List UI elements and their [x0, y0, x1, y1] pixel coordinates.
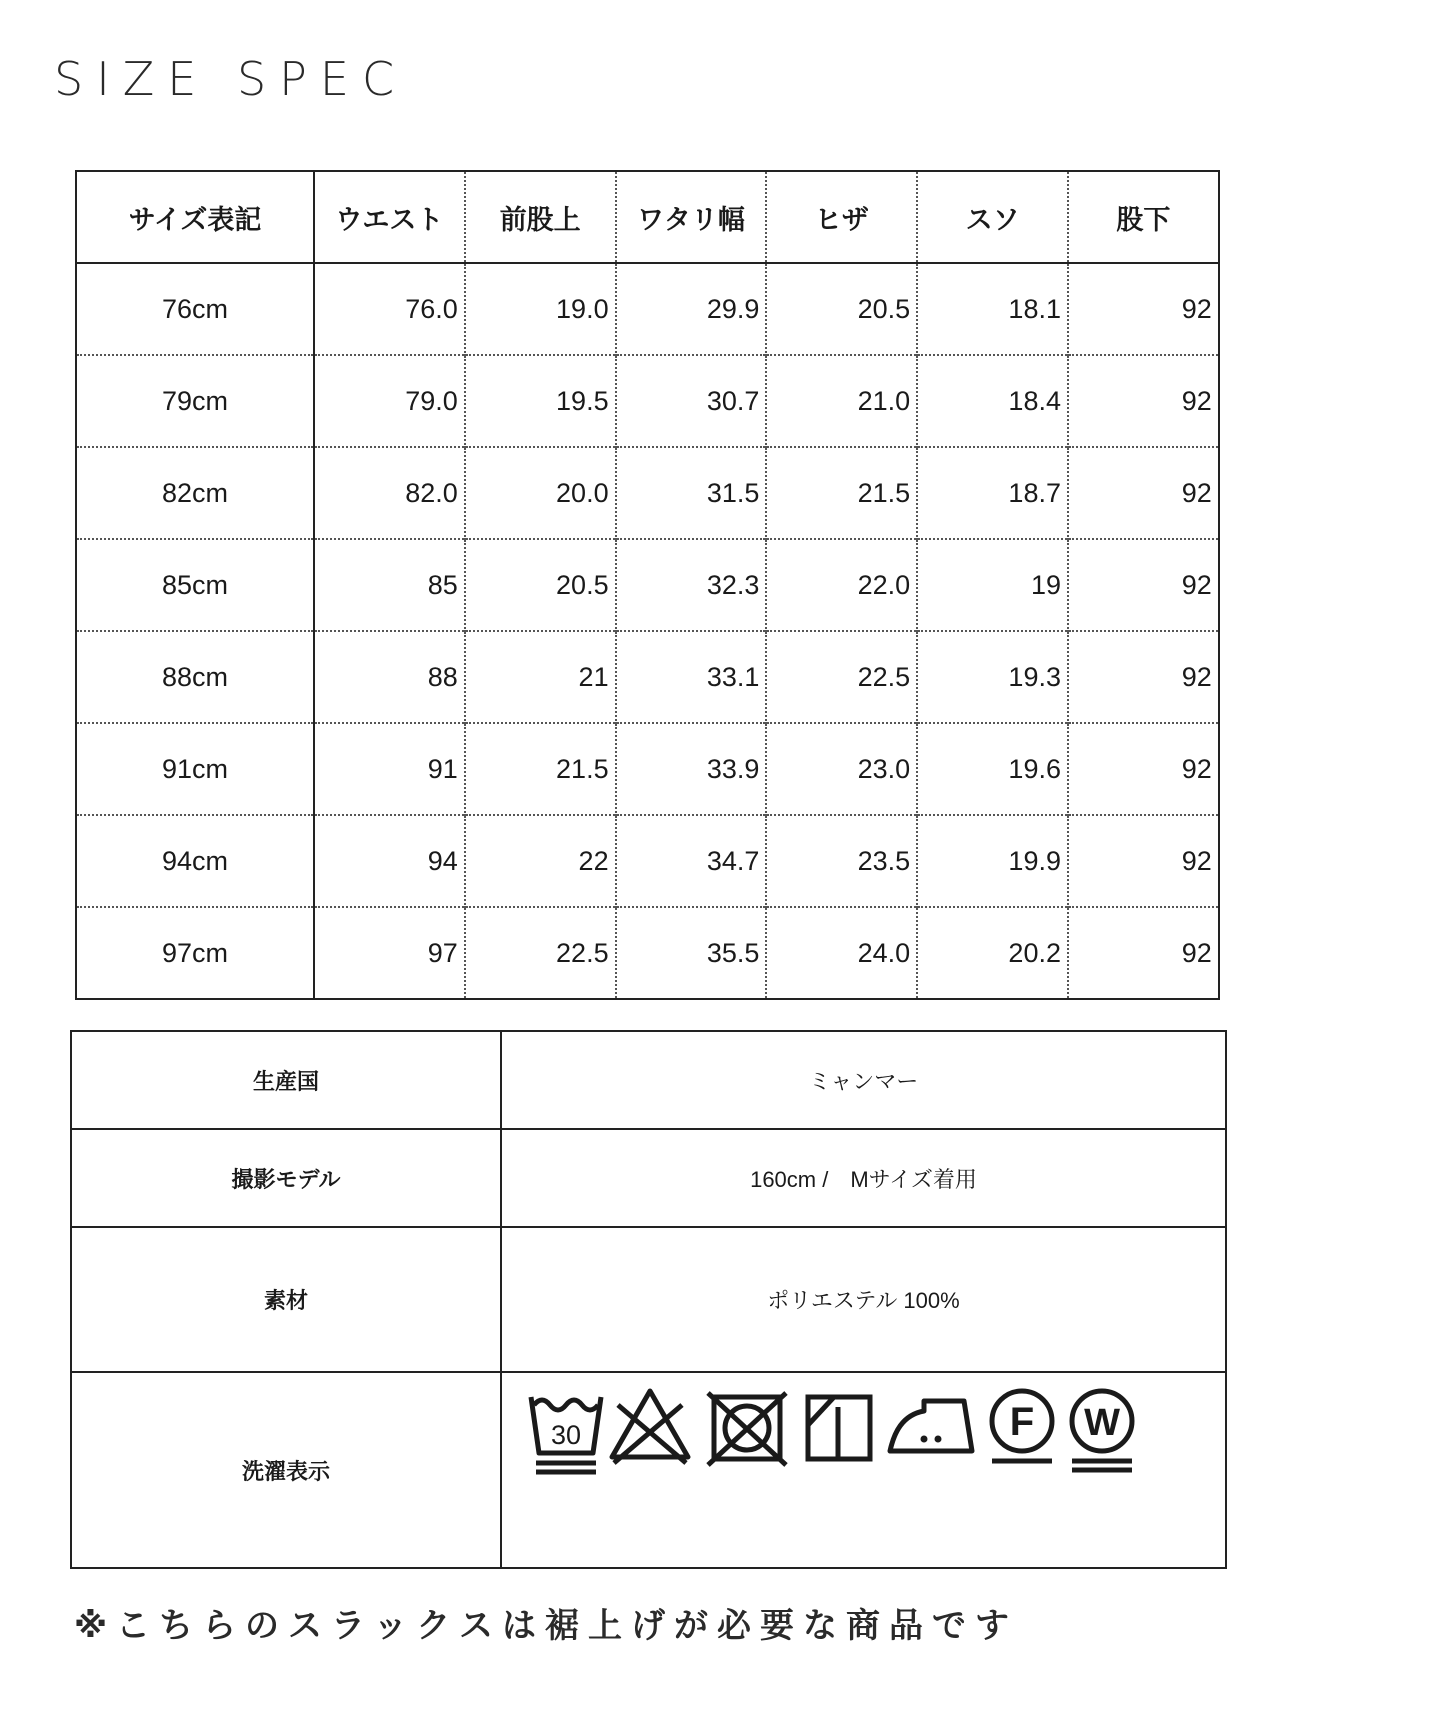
measurement-cell: 24.0: [766, 907, 917, 999]
measurement-cell: 22.0: [766, 539, 917, 631]
measurement-cell: 19.5: [465, 355, 616, 447]
care-symbols-cell: [501, 1372, 1226, 1568]
size-label-cell: 94cm: [76, 815, 314, 907]
dry-clean-f-icon: [982, 1383, 1062, 1479]
no-tumble-dry-icon: [704, 1383, 792, 1479]
wet-clean-w-icon: [1062, 1383, 1142, 1479]
measurement-cell: 22: [465, 815, 616, 907]
table-row: [76, 447, 1219, 539]
measurement-cell: 33.9: [616, 723, 767, 815]
measurement-cell: 20.5: [766, 263, 917, 355]
measurement-cell: 92: [1068, 263, 1219, 355]
care-symbols: [502, 1373, 1225, 1479]
info-row-material: [71, 1227, 1226, 1372]
measurement-cell: 18.1: [917, 263, 1068, 355]
measurement-cell: 20.2: [917, 907, 1068, 999]
measurement-cell: 92: [1068, 815, 1219, 907]
header-knee: ヒザ: [766, 171, 917, 263]
line-dry-shade-icon: [800, 1383, 880, 1479]
measurement-cell: 33.1: [616, 631, 767, 723]
measurement-cell: 92: [1068, 631, 1219, 723]
header-size-label: サイズ表記: [76, 171, 314, 263]
measurement-cell: 18.7: [917, 447, 1068, 539]
measurement-cell: 21.0: [766, 355, 917, 447]
measurement-cell: 76.0: [405, 293, 458, 324]
dry-clean-letter: F: [1009, 1400, 1035, 1444]
measurement-cell: 19.9: [917, 815, 1068, 907]
measurement-cell: 19.0: [465, 263, 616, 355]
hemming-note: ※こちらのスラックスは裾上げが必要な商品です: [74, 1606, 1019, 1646]
info-row-model: [71, 1129, 1226, 1227]
wet-clean-letter: W: [1084, 1402, 1120, 1444]
measurement-cell: 32.3: [616, 539, 767, 631]
table-row: [76, 263, 1219, 355]
header-hem: スソ: [917, 171, 1068, 263]
size-label-cell: 85cm: [76, 539, 314, 631]
measurement-cell: 30.7: [616, 355, 767, 447]
size-label-cell: 88cm: [76, 631, 314, 723]
origin-value: ミャンマー: [501, 1031, 1226, 1129]
table-row: [76, 631, 1219, 723]
size-table-header-row: [76, 171, 1219, 263]
measurement-cell: 31.5: [616, 447, 767, 539]
table-row: [76, 539, 1219, 631]
origin-label: 生産国: [71, 1031, 501, 1129]
measurement-cell: 92: [1068, 355, 1219, 447]
table-row: [76, 355, 1219, 447]
measurement-cell: 19: [917, 539, 1068, 631]
measurement-cell: 29.9: [616, 263, 767, 355]
measurement-cell: 85: [314, 539, 465, 631]
measurement-cell: 94: [314, 815, 465, 907]
no-bleach-icon: [606, 1383, 694, 1479]
measurement-cell: 19.3: [917, 631, 1068, 723]
page-title: SIZE SPEC: [54, 52, 408, 106]
measurement-cell: 79.0: [314, 355, 465, 447]
material-value: ポリエステル 100%: [501, 1227, 1226, 1372]
size-table: [75, 170, 1220, 1000]
iron-low-icon: [884, 1383, 980, 1479]
measurement-cell: 19.6: [917, 723, 1068, 815]
wash-30-icon: [526, 1383, 606, 1479]
header-front-rise: 前股上: [465, 171, 616, 263]
measurement-cell: 82.0: [314, 447, 465, 539]
product-info-table: [70, 1030, 1227, 1569]
table-row: [76, 723, 1219, 815]
measurement-cell: 21: [465, 631, 616, 723]
table-row: [76, 907, 1219, 999]
measurement-cell: 92: [1068, 539, 1219, 631]
measurement-cell: 23.0: [766, 723, 917, 815]
table-row: [76, 815, 1219, 907]
measurement-cell: 34.7: [616, 815, 767, 907]
material-label: 素材: [71, 1227, 501, 1372]
measurement-cell: 92: [1068, 907, 1219, 999]
info-row-origin: [71, 1031, 1226, 1129]
size-label-cell: 97cm: [76, 907, 314, 999]
model-value: 160cm / Mサイズ着用: [501, 1129, 1226, 1227]
info-row-care: [71, 1372, 1226, 1568]
measurement-cell: 21.5: [465, 723, 616, 815]
measurement-cell: 21.5: [766, 447, 917, 539]
care-label: 洗濯表示: [71, 1372, 501, 1568]
measurement-cell: 20.0: [465, 447, 616, 539]
measurement-cell: 88: [314, 631, 465, 723]
measurement-cell: 97: [314, 907, 465, 999]
measurement-cell: 92: [1068, 447, 1219, 539]
measurement-cell: 22.5: [465, 907, 616, 999]
measurement-cell: 35.5: [616, 907, 767, 999]
size-label-cell: 82cm: [76, 447, 314, 539]
measurement-cell: 20.5: [465, 539, 616, 631]
wash-temp-text: 30: [550, 1420, 582, 1450]
measurement-cell: 92: [1068, 723, 1219, 815]
header-inseam: 股下: [1068, 171, 1219, 263]
size-label-cell: 91cm: [76, 723, 314, 815]
measurement-cell: 22.5: [766, 631, 917, 723]
measurement-cell: 23.5: [766, 815, 917, 907]
header-waist: ウエスト: [314, 171, 465, 263]
header-thigh-width: ワタリ幅: [616, 171, 767, 263]
size-label-cell: 76cm: [76, 263, 314, 355]
model-label: 撮影モデル: [71, 1129, 501, 1227]
measurement-cell: 91: [314, 723, 465, 815]
measurement-cell: 18.4: [917, 355, 1068, 447]
size-label-cell: 79cm: [76, 355, 314, 447]
